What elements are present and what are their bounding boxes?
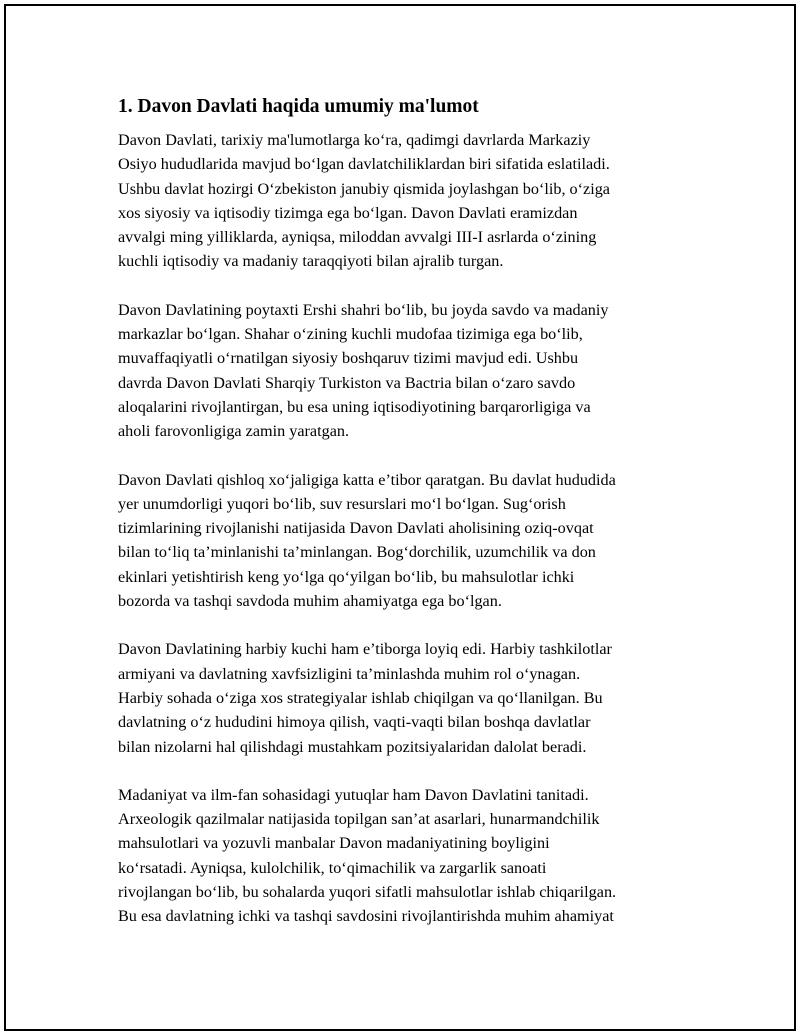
paragraph-1: Davon Davlati, tarixiy ma'lumotlarga ko‘ra, qadimgi davrlarda Markaziy Osiyo hududlarida mavjud bo‘lgan davlatchiliklardan biri sifatida eslatiladi. Ushbu davlat hozirgi O‘zbekiston janubiy qismida joylashgan bo‘lib, o‘ziga xos siyosiy va iqtisodiy tizimga ega bo‘lgan. Davon Davlati eramizdan avvalgi ming yilliklarda, ayniqsa, miloddan avvalgi III-I asrlarda o‘zining kuchli iqtisodiy va madaniy taraqqiyoti bilan ajralib turgan. <box>118 131 610 271</box>
paragraph-3: Davon Davlati qishloq xo‘jaligiga katta e’tibor qaratgan. Bu davlat hududida yer unumdorligi yuqori bo‘lib, suv resurslari mo‘l bo‘lgan. Sug‘orish tizimlarining rivojlanishi natijasida Davon Davlati aholisining oziq-ovqat bilan to‘liq ta’minlanishi ta’minlangan. Bog‘dorchilik, uzumchilik va don ekinlari yetishtirish keng yo‘lga qo‘yilgan bo‘lib, bu mahsulotlar ichki bozorda va tashqi savdoda muhim ahamiyatga ega bo‘lgan. <box>118 470 616 611</box>
paragraph-2: Davon Davlatining poytaxti Ershi shahri bo‘lib, bu joyda savdo va madaniy markazlar bo‘lgan. Shahar o‘zining kuchli mudofaa tizimiga ega bo‘lib, muvaffaqiyatli o‘rnatilgan siyosiy boshqaruv tizimi mavjud edi. Ushbu davrda Davon Davlati Sharqiy Turkiston va Bactria bilan o‘zaro savdo aloqalarini rivojlantirgan, bu esa uning iqtisodiyotining barqarorligiga va aholi farovonligiga zamin yaratgan. <box>118 300 609 441</box>
paragraph-5: Madaniyat va ilm-fan sohasidagi yutuqlar ham Davon Davlatini tanitadi. Arxeologik qazilmalar natijasida topilgan san’at asarlari, hunarmandchilik mahsulotlari va yozuvli manbalar Davon madaniyatining boyligini ko‘rsatadi. Ayniqsa, kulolchilik, to‘qimachilik va zargarlik sanoati rivojlangan bo‘lib, bu sohalarda yuqori sifatli mahsulotlar ishlab chiqarilgan. Bu esa davlatning ichki va tashqi savdosini rivojlantirishda muhim ahamiyat <box>118 785 617 926</box>
paragraph-4: Davon Davlatining harbiy kuchi ham e’tiborga loyiq edi. Harbiy tashkilotlar armiyani va davlatning xavfsizligini ta’minlashda muhim rol o‘ynagan. Harbiy sohada o‘ziga xos strategiyalar ishlab chiqilgan va qo‘llanilgan. Bu davlatning o‘z hududini himoya qilish, vaqti-vaqti bilan boshqa davlatlar bilan nizolarni hal qilishdagi mustahkam pozitsiyalaridan dalolat beradi. <box>118 640 612 756</box>
document-body <box>118 93 698 953</box>
section-heading: 1. Davon Davlati haqida umumiy ma'lumot <box>118 96 479 117</box>
